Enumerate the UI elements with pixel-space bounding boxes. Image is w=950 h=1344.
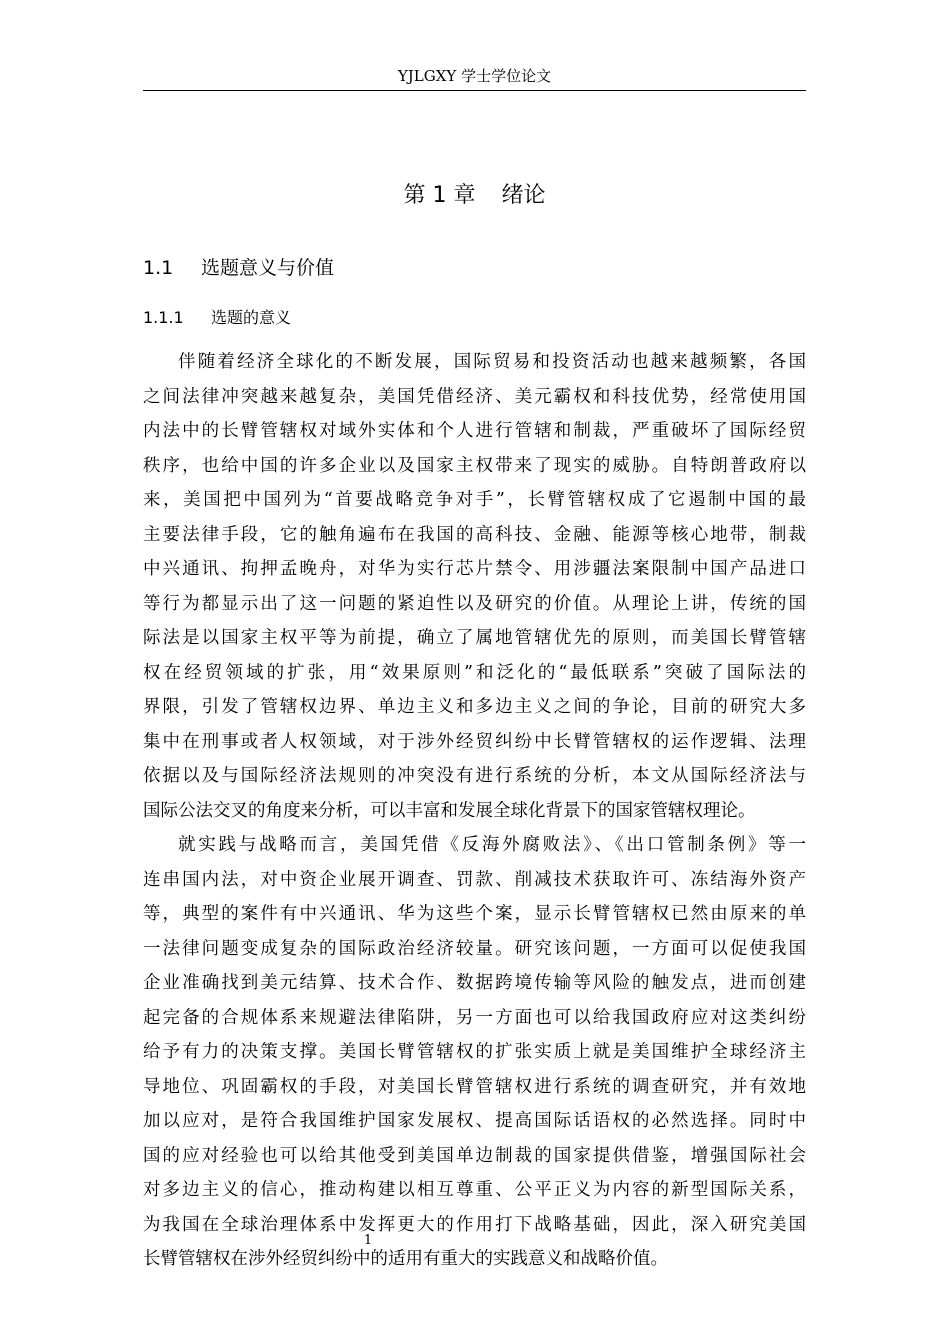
text-line: 伴随着经济全球化的不断发展，国际贸易和投资活动也越来越频繁，各国 (178, 352, 806, 372)
text-line: 对多边主义的信心，推动构建以相互尊重、公平正义为内容的新型国际关系， (143, 1180, 806, 1200)
text-line: 国的应对经验也可以给其他受到美国单边制裁的国家提供借鉴，增强国际社会 (143, 1145, 806, 1166)
running-header: YJLGXY 学士学位论文 (397, 67, 552, 85)
subsection-title (143, 305, 291, 331)
text-line: 起完备的合规体系来规避法律陷阱，另一方面也可以给我国政府应对这类纠纷 (143, 1007, 806, 1028)
section-name: 选题意义与价值 (201, 257, 335, 279)
text-line: 依据以及与国际经济法规则的冲突没有进行系统的分析，本文从国际经济法与 (143, 766, 806, 786)
page-number: 1 (363, 1233, 373, 1248)
text-line: 长臂管辖权在涉外经贸纠纷中的适用有重大的实践意义和战略价值。 (143, 1249, 668, 1269)
section-title (143, 254, 334, 282)
text-line: 际法是以国家主权平等为前提，确立了属地管辖优先的原则，而美国长臂管辖 (143, 628, 806, 648)
text-line: 给予有力的决策支撑。美国长臂管辖权的扩张实质上就是美国维护全球经济主 (143, 1042, 806, 1062)
text-line: 权在经贸领域的扩张，用“效果原则”和泛化的“最低联系”突破了国际法的 (143, 662, 806, 683)
text-line: 来，美国把中国列为“首要战略竞争对手”，长臂管辖权成了它遏制中国的最 (143, 490, 806, 510)
text-line: 等行为都显示出了这一问题的紧迫性以及研究的价值。从理论上讲，传统的国 (143, 593, 806, 614)
text-line: 内法中的长臂管辖权对域外实体和个人进行管辖和制裁，严重破坏了国际经贸 (143, 421, 806, 441)
text-line: 企业准确找到美元结算、技术合作、数据跨境传输等风险的触发点，进而创建 (143, 973, 806, 993)
text-line: 国际公法交叉的角度来分析，可以丰富和发展全球化背景下的国家管辖权理论。 (143, 800, 756, 821)
text-line: 主要法律手段，它的触角遍布在我国的高科技、金融、能源等核心地带，制裁 (143, 524, 806, 545)
paragraph (143, 828, 806, 1277)
text-line: 等，典型的案件有中兴通讯、华为这些个案，显示长臂管辖权已然由原来的单 (143, 904, 806, 924)
chapter-title (143, 180, 806, 212)
text-line: 中兴通讯、拘押孟晚舟，对华为实行芯片禁令、用涉疆法案限制中国产品进口 (143, 559, 806, 579)
header-rule (143, 90, 806, 91)
text-line: 为我国在全球治理体系中发挥更大的作用打下战略基础，因此，深入研究美国 (143, 1214, 806, 1235)
section-number: 1.1 (143, 257, 174, 279)
subsection-name: 选题的意义 (211, 308, 292, 327)
paragraph (143, 345, 806, 828)
text-line: 之间法律冲突越来越复杂，美国凭借经济、美元霸权和科技优势，经常使用国 (143, 386, 806, 407)
chapter-number: 第 1 章 (403, 183, 476, 208)
text-line: 一法律问题变成复杂的国际政治经济较量。研究该问题，一方面可以促使我国 (143, 938, 806, 959)
text-line: 界限，引发了管辖权边界、单边主义和多边主义之间的争论，目前的研究大多 (143, 697, 806, 717)
chapter-name: 绪论 (501, 183, 546, 208)
text-line: 加以应对，是符合我国维护国家发展权、提高国际话语权的必然选择。同时中 (143, 1111, 806, 1131)
text-line: 就实践与战略而言，美国凭借《反海外腐败法》、《出口管制条例》等一 (178, 835, 806, 855)
body-text (143, 345, 806, 1277)
text-line: 秩序，也给中国的许多企业以及国家主权带来了现实的威胁。自特朗普政府以 (143, 455, 806, 476)
subsection-number: 1.1.1 (143, 308, 184, 327)
text-line: 导地位、巩固霸权的手段，对美国长臂管辖权进行系统的调查研究，并有效地 (143, 1076, 806, 1097)
text-line: 连串国内法，对中资企业展开调查、罚款、削减技术获取许可、冻结海外资产 (143, 869, 806, 890)
text-line: 集中在刑事或者人权领域，对于涉外经贸纠纷中长臂管辖权的运作逻辑、法理 (143, 731, 806, 752)
